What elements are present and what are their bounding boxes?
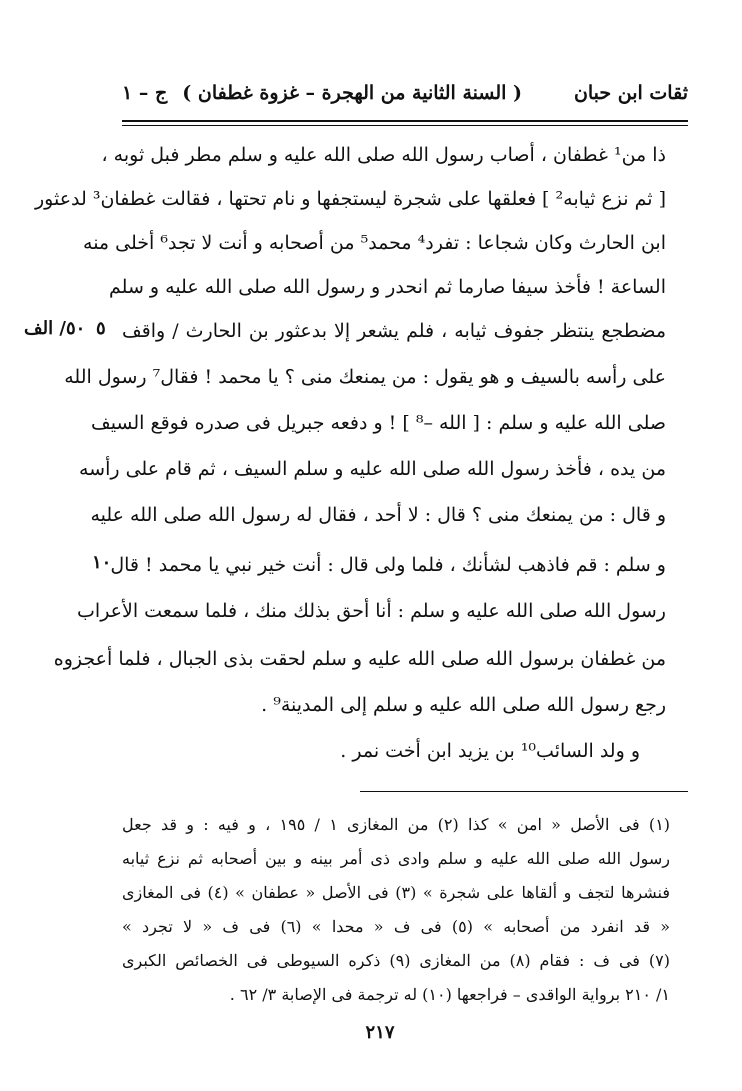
footnote-rule: [360, 791, 688, 792]
footnote-line: فنشرها لتجف و ألقاها على شجرة » (٣) فى الأصل « عطفان » (٤) فى المغازى: [122, 883, 671, 902]
body-line: من غطفان برسول الله صلى الله عليه و سلم لحقت بذى الجبال ، فلما أعجزوه: [53, 648, 666, 670]
margin-line-number-10: ١٠: [92, 552, 112, 573]
body-line: رجع رسول الله صلى الله عليه و سلم إلى المدينة⁹ .: [261, 694, 666, 716]
body-line: مضطجع ينتظر جفوف ثيابه ، فلم يشعر إلا بدعثور بن الحارث / واقف: [122, 320, 666, 342]
body-line: ابن الحارث وكان شجاعا : تفرد⁴ محمد⁵ من أصحابه و أنت لا تجد⁶ أخلى منه: [83, 232, 666, 254]
footnote-line: (٧) فى ف : فقام (٨) من المغازى (٩) ذكره السيوطى فى الخصائص الكبرى: [122, 951, 671, 970]
header-rule-thin: [122, 125, 688, 126]
margin-folio-note: ٥٠/ الف: [24, 318, 86, 339]
body-line: و قال : من يمنعك منى ؟ قال : لا أحد ، فقال له رسول الله صلى الله عليه: [90, 504, 666, 526]
body-line: و سلم : قم فاذهب لشأنك ، فلما ولى قال : أنت خير نبي يا محمد ! قال: [110, 554, 666, 576]
body-line: الساعة ! فأخذ سيفا صارما ثم انحدر و رسول الله صلى الله عليه و سلم: [109, 276, 666, 298]
body-line: من يده ، فأخذ رسول الله صلى الله عليه و سلم السيف ، ثم قام على رأسه: [79, 458, 666, 480]
body-line: ذا من¹ غطفان ، أصاب رسول الله صلى الله عليه و سلم مطر فبل ثوبه ،: [101, 144, 666, 166]
header-rule-thick: [122, 120, 688, 122]
body-line: رسول الله صلى الله عليه و سلم : أنا أحق بذلك منك ، فلما سمعت الأعراب: [77, 600, 666, 622]
header-book-title: ثقات ابن حبان: [573, 82, 688, 104]
footnote-line: رسول الله صلى الله عليه و سلم وادى ذى أمر بينه و بين أصحابه ثم نزع ثيابه: [122, 849, 670, 868]
body-line: على رأسه بالسيف و هو يقول : من يمنعك منى ؟ يا محمد ! فقال⁷ رسول الله: [64, 366, 666, 388]
page-number: ٢١٧: [365, 1022, 395, 1043]
body-line: و ولد السائب¹⁰ بن يزيد ابن أخت نمر .: [340, 740, 640, 762]
header-section-title: ( السنة الثانية من الهجرة – غزوة غطفان ): [182, 82, 522, 104]
body-line: صلى الله عليه و سلم : [ الله –⁸ ] ! و دفعه جبريل فى صدره فوقع السيف: [91, 412, 666, 434]
body-line: [ ثم نزع ثيابه² ] فعلقها على شجرة ليستجفها و نام تحتها ، فقالت غطفان³ لدعثور: [34, 188, 666, 210]
footnote-line: (١) فى الأصل « امن » كذا (٢) من المغازى ١ / ١٩٥ ، و فيه : و قد جعل: [122, 815, 671, 834]
header-volume: ج – ١: [122, 82, 168, 104]
footnote-line: « قد انفرد من أصحابه » (٥) فى ف « محدا » (٦) فى ف « لا تجرد »: [122, 917, 670, 936]
margin-line-number-5: ٥: [96, 318, 106, 339]
running-header: [122, 78, 688, 112]
footnote-line: ١/ ٢١٠ برواية الواقدى – فراجعها (١٠) له ترجمة فى الإصابة ٣/ ٦٢ .: [229, 985, 670, 1004]
